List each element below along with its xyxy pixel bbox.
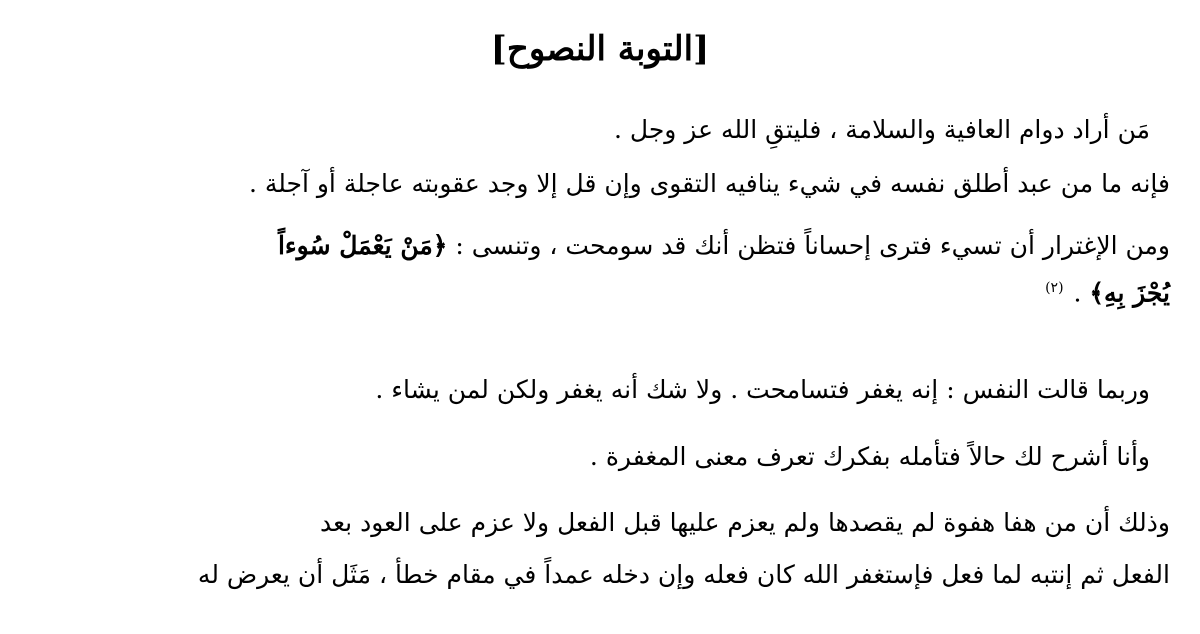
paragraph-line: مَن أراد دوام العافية والسلامة ، فليتقِ الله عز وجل . [614,115,1150,144]
paragraph-line: وذلك أن من هفا هفوة لم يقصدها ولم يعزم عليها قبل الفعل ولا عزم على العود بعد [319,508,1170,537]
paragraph-line: وأنا أشرح لك حالاً فتأمله بفكرك تعرف معنى المغفرة . [589,442,1150,471]
paragraph-line [278,226,1170,266]
paragraph-text: ومن الإغترار أن تسيء فترى إحساناً فتظن أنك قد سومحت ، وتنسى : [455,231,1170,260]
line-end: . [1073,278,1082,308]
section-title: [التوبة النصوح] [490,29,710,69]
paragraph-line [1043,268,1170,313]
quran-quote: يُجْزَ بِهِ﴾ [1089,278,1170,308]
paragraph-line: وربما قالت النفس : إنه يغفر فتسامحت . ولا شك أنه يغفر ولكن لمن يشاء . [375,375,1150,404]
footnote-marker[interactable]: (٢) [1045,280,1064,296]
paragraph-line: فإنه ما من عبد أطلق نفسه في شيء ينافيه التقوى وإن قل إلا وجد عقوبته عاجلة أو آجلة . [248,169,1170,198]
quran-quote: ﴿مَنْ يَعْمَلْ سُوءاً [277,231,448,260]
paragraph-line: الفعل ثم إنتبه لما فعل فإستغفر الله كان فعله وإن دخله عمداً في مقام خطأ ، مَثَل أن يعرض له [197,560,1170,589]
